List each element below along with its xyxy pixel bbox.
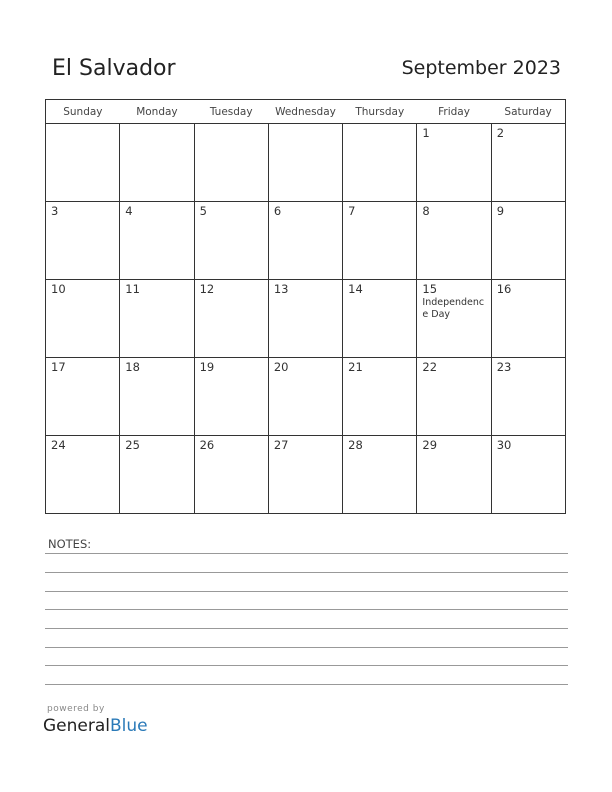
notes-line bbox=[45, 591, 568, 592]
notes-line bbox=[45, 553, 568, 554]
notes-line bbox=[45, 684, 568, 685]
day-number: 21 bbox=[348, 360, 363, 374]
day-number bbox=[269, 124, 342, 126]
day-cell bbox=[194, 358, 268, 436]
brand-general: General bbox=[43, 716, 110, 736]
weekday-wednesday: Wednesday bbox=[268, 100, 342, 124]
day-number: 27 bbox=[273, 438, 289, 452]
day-number: 22 bbox=[422, 360, 438, 374]
day-cell bbox=[343, 358, 417, 436]
day-cell bbox=[194, 124, 268, 202]
day-number: 16 bbox=[496, 282, 512, 296]
day-cell bbox=[268, 436, 342, 514]
day-number: 28 bbox=[348, 438, 363, 452]
day-number: 25 bbox=[125, 438, 140, 452]
day-cell bbox=[491, 436, 565, 514]
day-cell bbox=[268, 124, 342, 202]
day-cell bbox=[417, 202, 491, 280]
day-cell bbox=[194, 436, 268, 514]
day-number: 3 bbox=[51, 204, 59, 218]
day-number bbox=[195, 124, 268, 126]
day-cell bbox=[343, 436, 417, 514]
day-number: 2 bbox=[496, 126, 505, 140]
day-cell bbox=[120, 436, 194, 514]
day-cell bbox=[417, 436, 491, 514]
day-number bbox=[120, 124, 193, 126]
calendar-grid bbox=[45, 99, 566, 514]
notes-line bbox=[45, 665, 568, 666]
week-row bbox=[46, 358, 566, 436]
day-number: 29 bbox=[422, 438, 438, 452]
day-cell bbox=[194, 280, 268, 358]
day-cell bbox=[417, 358, 491, 436]
day-number: 24 bbox=[51, 438, 66, 452]
day-cell bbox=[343, 280, 417, 358]
day-number: 17 bbox=[51, 360, 66, 374]
day-cell bbox=[417, 280, 491, 358]
powered-by-text: powered by bbox=[47, 704, 105, 714]
day-cell bbox=[343, 202, 417, 280]
brand-logo bbox=[43, 716, 148, 736]
day-cell bbox=[46, 358, 120, 436]
day-number: 26 bbox=[199, 438, 215, 452]
day-number: 6 bbox=[273, 204, 282, 218]
day-number: 4 bbox=[125, 204, 133, 218]
day-number: 12 bbox=[199, 282, 215, 296]
day-number: 14 bbox=[348, 282, 363, 296]
day-number bbox=[343, 124, 416, 126]
day-cell bbox=[46, 202, 120, 280]
weekday-thursday: Thursday bbox=[343, 100, 417, 124]
day-cell bbox=[417, 124, 491, 202]
weekday-sunday: Sunday bbox=[46, 100, 120, 124]
day-number: 5 bbox=[199, 204, 207, 218]
day-number: 11 bbox=[125, 282, 140, 296]
day-number: 20 bbox=[273, 360, 289, 374]
day-cell bbox=[268, 202, 342, 280]
day-cell bbox=[120, 124, 194, 202]
day-cell bbox=[46, 124, 120, 202]
brand-blue: Blue bbox=[110, 716, 148, 736]
month-title: September 2023 bbox=[401, 57, 561, 79]
day-number: 23 bbox=[496, 360, 512, 374]
week-row bbox=[46, 436, 566, 514]
day-number: 30 bbox=[496, 438, 512, 452]
weekday-tuesday: Tuesday bbox=[194, 100, 268, 124]
country-title: El Salvador bbox=[52, 56, 176, 81]
day-cell bbox=[46, 436, 120, 514]
notes-line bbox=[45, 609, 568, 610]
day-number: 8 bbox=[422, 204, 430, 218]
week-row bbox=[46, 280, 566, 358]
day-cell bbox=[46, 280, 120, 358]
day-number: 9 bbox=[496, 204, 505, 218]
day-number: 19 bbox=[199, 360, 215, 374]
day-cell bbox=[491, 202, 565, 280]
day-cell bbox=[491, 124, 565, 202]
weekday-header-row bbox=[46, 100, 566, 124]
weekday-friday: Friday bbox=[417, 100, 491, 124]
week-row bbox=[46, 202, 566, 280]
day-cell bbox=[120, 280, 194, 358]
day-number: 13 bbox=[273, 282, 289, 296]
weekday-saturday: Saturday bbox=[491, 100, 565, 124]
notes-line bbox=[45, 628, 568, 629]
notes-line bbox=[45, 572, 568, 573]
notes-line bbox=[45, 647, 568, 648]
day-cell bbox=[268, 280, 342, 358]
day-number: 18 bbox=[125, 360, 140, 374]
day-number bbox=[46, 124, 119, 126]
day-cell bbox=[194, 202, 268, 280]
weekday-monday: Monday bbox=[120, 100, 194, 124]
holiday-label: Independence Day bbox=[422, 297, 485, 320]
day-cell bbox=[268, 358, 342, 436]
notes-label: NOTES: bbox=[48, 537, 92, 551]
day-number: 15 bbox=[422, 282, 438, 296]
day-number: 7 bbox=[348, 204, 356, 218]
day-number: 10 bbox=[51, 282, 66, 296]
day-cell bbox=[343, 124, 417, 202]
day-cell bbox=[491, 358, 565, 436]
day-cell bbox=[120, 202, 194, 280]
day-number: 1 bbox=[422, 126, 430, 140]
day-cell bbox=[120, 358, 194, 436]
week-row bbox=[46, 124, 566, 202]
day-cell bbox=[491, 280, 565, 358]
